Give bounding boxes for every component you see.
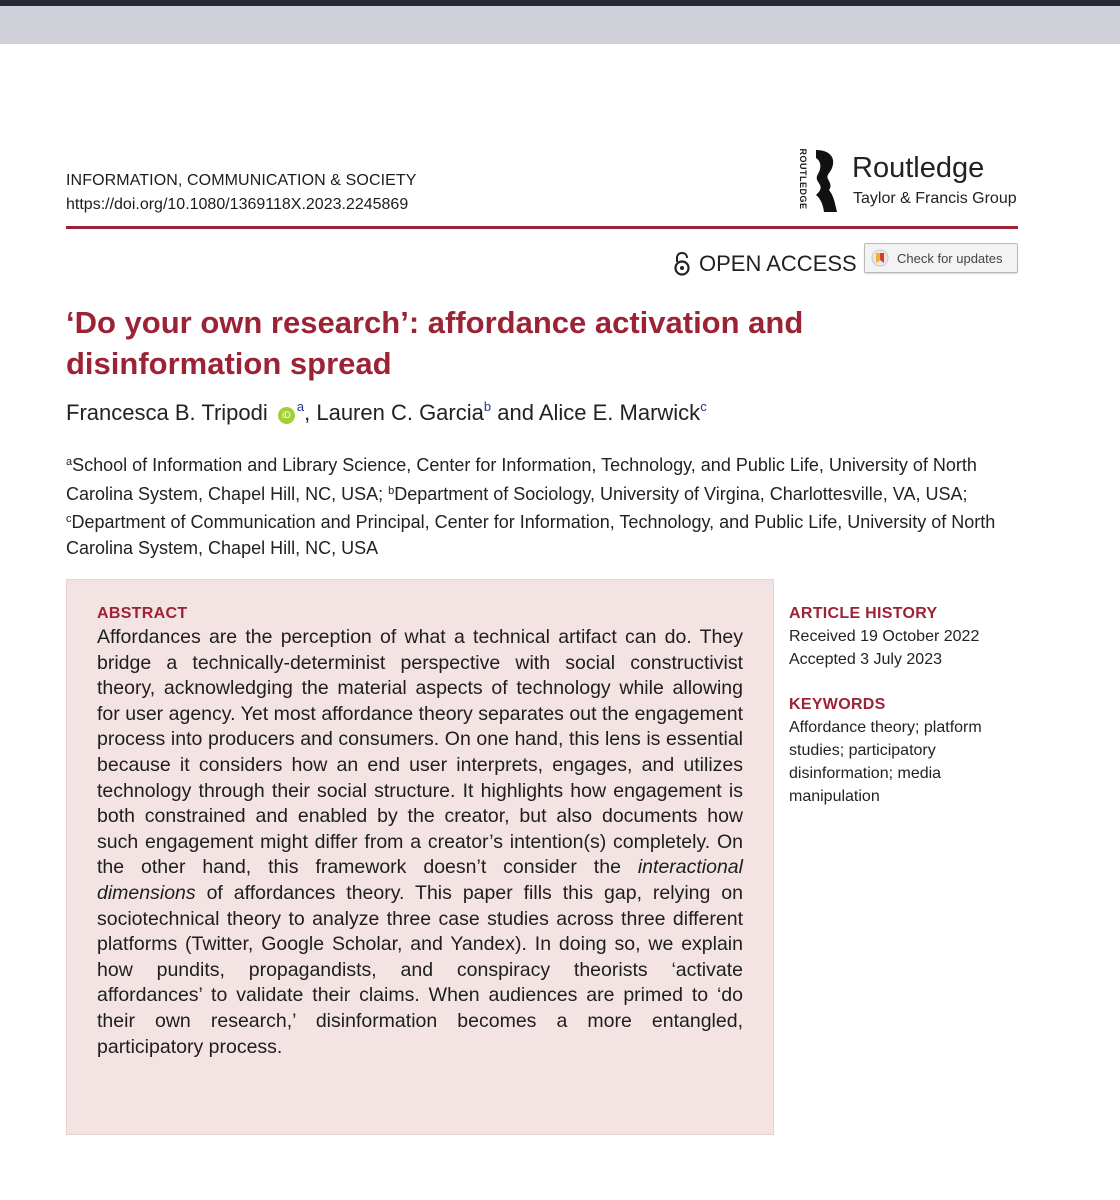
open-access-badge xyxy=(673,250,857,278)
author-separator: and xyxy=(491,400,539,425)
browser-toolbar xyxy=(0,6,1120,44)
article-title: ‘Do your own research’: affordance activation and disinformation spread xyxy=(66,305,804,381)
keywords-heading: KEYWORDS xyxy=(789,696,886,713)
author-affiliation-sup: b xyxy=(483,399,492,414)
abstract-text: Affordances are the perception of what a technical artifact can do. They bridge a technically-determinist perspective with social constructivist theory, acknowledging the material aspects of technology while allowing for user agency. Yet most affordance theory separates out the engagement process into producers and consumers. On one hand, this lens is essential because it considers how an end user interprets, engages, and utilizes technology through their social structure. It highlights how engagement is both constrained and enabled by the creator, but also documents how such engagement might differ from a creator’s intention(s) completely. On the other hand, this framework doesn’t consider the interactional dimensions of affordances theory. This paper fills this gap, relying on sociotechnical theory to analyze three case studies across three different platforms (Twitter, Google Scholar, and Yandex). In doing so, we explain how pundits, propagandists, and conspiracy theorists ‘activate affordances’ to validate their claims. When audiences are primed to ‘do their own research,’ disinformation becomes a more entangled, participatory process. xyxy=(97,626,743,1058)
open-lock-icon xyxy=(673,252,691,276)
affiliations xyxy=(66,450,1026,561)
journal-name: INFORMATION, COMMUNICATION & SOCIETY xyxy=(66,172,417,189)
author-affiliation-sup: a xyxy=(296,399,305,414)
author-name[interactable]: Alice E. Marwick xyxy=(538,400,701,425)
affiliation-sup: a xyxy=(66,456,73,468)
abstract-emphasis: interactional dimensions xyxy=(97,856,743,904)
check-for-updates-label: Check for updates xyxy=(897,250,1003,266)
affiliation-text: School of Information and Library Science, Center for Information, Technology, and Public Life, University of North Carolina System, Chapel Hill, NC, USA; xyxy=(66,455,977,504)
crossmark-icon xyxy=(871,249,889,267)
received-date: Received 19 October 2022 xyxy=(789,628,980,645)
keywords-text: Affordance theory; platform studies; participatory disinformation; media manipulation xyxy=(789,719,982,805)
publisher-logo xyxy=(796,146,1036,218)
affiliation-sup: c xyxy=(66,513,72,525)
affiliation-text: Department of Sociology, University of Virgina, Charlottesville, VA, USA; xyxy=(394,483,968,504)
affiliation-sup: b xyxy=(388,484,395,497)
author-separator: , xyxy=(304,400,317,425)
affiliation-text: Department of Communication and Principal, Center for Information, Technology, and Public Life, University of North Carolina System, Chapel Hill, NC, USA xyxy=(66,512,996,558)
open-access-label: OPEN ACCESS xyxy=(699,251,857,276)
publisher-name: Routledge xyxy=(852,152,985,184)
author-name[interactable]: Francesca B. Tripodi xyxy=(66,400,268,425)
doi-link[interactable]: https://doi.org/10.1080/1369118X.2023.2245869 xyxy=(66,196,409,213)
article-history-heading: ARTICLE HISTORY xyxy=(789,605,938,622)
header-rule xyxy=(66,226,1018,229)
logo-vertical-text: ROUTLEDGE xyxy=(798,148,808,210)
author-list xyxy=(66,399,707,426)
abstract-heading: ABSTRACT xyxy=(97,605,188,622)
orcid-icon[interactable]: iD xyxy=(278,407,295,424)
publisher-group: Taylor & Francis Group xyxy=(853,190,1017,207)
author-affiliation-sup: c xyxy=(700,399,707,414)
author-name[interactable]: Lauren C. Garcia xyxy=(316,400,484,425)
check-for-updates-button[interactable] xyxy=(864,243,1018,273)
routledge-head-icon xyxy=(810,148,838,214)
accepted-date: Accepted 3 July 2023 xyxy=(789,651,942,668)
